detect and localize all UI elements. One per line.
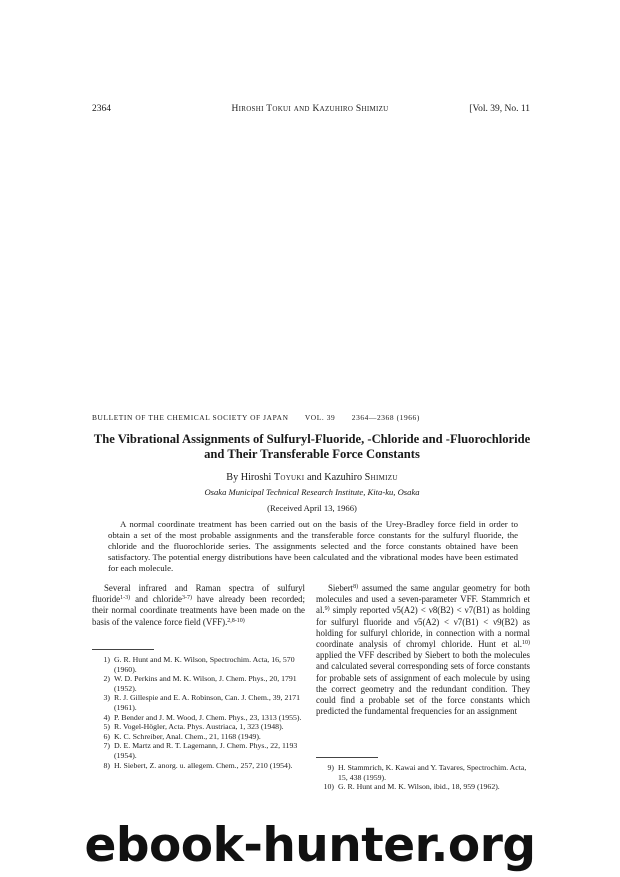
- footnote-number: 6): [103, 731, 110, 741]
- paragraph-intro: [92, 583, 305, 628]
- footnote: [92, 732, 305, 742]
- footnote: [92, 761, 305, 771]
- citation-ref: 9): [324, 606, 330, 613]
- citation-ref: 3-7): [181, 595, 192, 602]
- footnote-number: 2): [103, 674, 110, 684]
- citation-ref: 2,8-10): [227, 617, 245, 624]
- article-title: The Vibrational Assignments of Sulfuryl-Fluoride, -Chloride and -Fluorochloride and Their Transferable Force Constants: [93, 432, 531, 461]
- journal-volume: VOL. 39: [304, 413, 336, 422]
- received-date: (Received April 13, 1966): [267, 503, 357, 513]
- footnotes-left: [92, 655, 305, 770]
- footnote-number: 8): [103, 760, 110, 770]
- citation-ref: 8): [353, 584, 359, 590]
- author2-last: Shimizu: [364, 472, 398, 483]
- footnote-number: 3): [103, 693, 110, 703]
- text-run: applied the VFF described by Siebert to both the molecules and calculated several corresponding sets of force constants for probable sets of assignment of each molecule by using the correct geometry and the redundant condition. They could find a probable set of the force constants which predicted the fundamental frequencies for an assignment: [316, 650, 530, 717]
- author1-last: Toyuki: [273, 472, 305, 483]
- footnote: [92, 655, 305, 674]
- footnote: [92, 741, 305, 760]
- running-head-volume: [Vol. 39, No. 11: [469, 104, 530, 114]
- paragraph-siebert: [316, 583, 530, 717]
- citation-ref: 1-3): [120, 595, 131, 602]
- footnotes-right: [316, 763, 530, 792]
- text-run: simply reported ν5(A2) < ν8(B2) < ν7(B1) as holding for sulfuryl fluoride and ν5(A2) < ν7(B1) < ν9(B2) as holding for sulfuryl chloride, in connection with a normal coordinate analysis of chromyl chloride. Hunt et al.: [316, 605, 530, 650]
- journal-citation-line: [92, 413, 532, 422]
- footnote-text: P. Bender and J. M. Wood, J. Chem. Phys., 23, 1313 (1955).: [114, 712, 302, 722]
- journal-pages: 2364—2368 (1966): [351, 413, 420, 422]
- footnote-number: 7): [103, 741, 110, 751]
- running-head: [0, 104, 620, 118]
- affiliation: Osaka Municipal Technical Research Institute, Kita-ku, Osaka: [204, 487, 420, 497]
- footnote: [316, 782, 530, 792]
- footnote-text: W. D. Perkins and M. K. Wilson, J. Chem. Phys., 20, 1791 (1952).: [114, 674, 297, 693]
- footnote-text: G. R. Hunt and M. K. Wilson, ibid., 18, 959 (1962).: [338, 782, 500, 792]
- author2-first: Kazuhiro: [324, 472, 365, 483]
- byline-prefix: By: [226, 472, 241, 483]
- page-number: 2364: [92, 104, 111, 114]
- footnote: [92, 722, 305, 732]
- footnote-number: 10): [323, 782, 334, 792]
- footnote-divider-left: [92, 649, 154, 650]
- abstract-text: A normal coordinate treatment has been carried out on the basis of the Urey-Bradley force field in order to obtain a set of the most probable assignments and the transferable force constants for the sulfuryl fluoride, the chloride and the fluorochloride series. The assignments selected and the force constants obtained have been satisfactory. The potential energy distributions have been calculated and the vibrational modes have been estimated for each molecule.: [108, 519, 518, 573]
- author1-first: Hiroshi: [240, 472, 274, 483]
- footnote-text: D. E. Martz and R. T. Lagemann, J. Chem. Phys., 22, 1193 (1954).: [114, 741, 298, 760]
- footnote-text: H. Siebert, Z. anorg. u. allegem. Chem., 257, 210 (1954).: [114, 760, 293, 770]
- text-run: Several infrared and Raman spectra of sulfuryl fluoride: [92, 583, 305, 605]
- text-run: assumed the same angular geometry for both molecules and used a seven-parameter VFF. Stammrich et al.: [316, 583, 530, 616]
- body-column-left: [92, 583, 305, 628]
- byline: [92, 472, 532, 483]
- footnote: [92, 713, 305, 723]
- text-run: have already been recorded; their normal coordinate treatments have been made on the basis of the valence force field (VFF).: [92, 594, 305, 627]
- journal-name: BULLETIN OF THE CHEMICAL SOCIETY OF JAPAN: [92, 413, 289, 422]
- watermark-text: ebook-hunter.org: [84, 818, 536, 873]
- footnote-divider-right: [316, 757, 378, 758]
- footnote-number: 1): [103, 655, 110, 664]
- footnote-text: G. R. Hunt and M. K. Wilson, Spectrochim. Acta, 16, 570 (1960).: [114, 655, 295, 674]
- footnote: [316, 763, 530, 782]
- footnote-number: 5): [103, 722, 110, 732]
- byline-and: and: [304, 472, 325, 483]
- body-column-right: [316, 583, 530, 717]
- abstract: [108, 519, 518, 574]
- text-run: Siebert: [328, 583, 354, 593]
- running-head-authors: Hiroshi Tokui and Kazuhiro Shimizu: [231, 104, 389, 114]
- footnote-number: 4): [103, 712, 110, 722]
- footnote: [92, 674, 305, 693]
- footnote-text: H. Stammrich, K. Kawai and Y. Tavares, Spectrochim. Acta, 15, 438 (1959).: [338, 763, 527, 782]
- footnote: [92, 693, 305, 712]
- footnote-text: K. C. Schreiber, Anal. Chem., 21, 1168 (1949).: [114, 731, 261, 741]
- citation-ref: 10): [522, 640, 530, 647]
- footnote-text: R. J. Gillespie and E. A. Robinson, Can. J. Chem., 39, 2171 (1961).: [114, 693, 301, 712]
- text-run: and chloride: [130, 594, 182, 605]
- footnote-text: R. Vogel-Högler, Acta. Phys. Austriaca, 1, 323 (1948).: [114, 722, 284, 732]
- footnote-number: 9): [327, 763, 334, 772]
